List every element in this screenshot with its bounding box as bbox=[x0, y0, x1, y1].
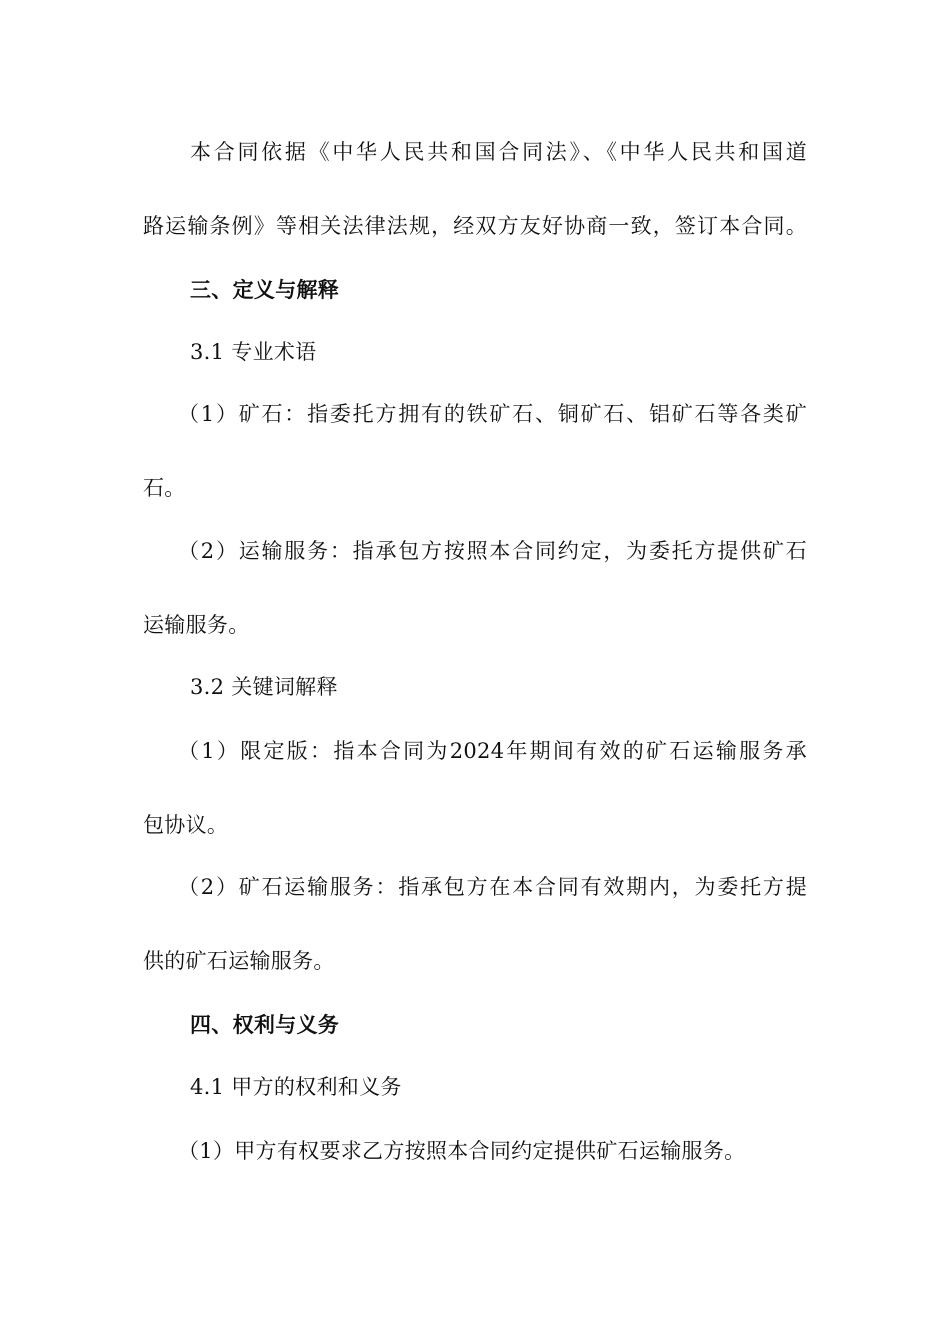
list-item-line: 运输服务。 bbox=[143, 613, 250, 637]
list-item-line: 供的矿石运输服务。 bbox=[143, 949, 335, 973]
list-item-line: （2）矿石运输服务：指承包方在本合同有效期内，为委托方提 bbox=[178, 875, 807, 899]
section-heading-3: 三、定义与解释 bbox=[190, 278, 340, 302]
list-item-line: （1）甲方有权要求乙方按照本合同约定提供矿石运输服务。 bbox=[178, 1139, 746, 1163]
subsection-heading-3-1: 3.1 专业术语 bbox=[190, 340, 317, 364]
list-item-line: （1）矿石：指委托方拥有的铁矿石、铜矿石、铝矿石等各类矿 bbox=[178, 402, 807, 426]
list-item-line: 包协议。 bbox=[143, 813, 229, 837]
body-paragraph-line: 路运输条例》等相关法律法规，经双方友好协商一致，签订本合同。 bbox=[143, 214, 807, 238]
subsection-heading-3-2: 3.2 关键词解释 bbox=[190, 675, 338, 699]
body-paragraph-line: 本合同依据《中华人民共和国合同法》、《中华人民共和国道 bbox=[190, 140, 807, 164]
section-heading-4: 四、权利与义务 bbox=[190, 1013, 340, 1037]
list-item-line: （1）限定版：指本合同为2024年期间有效的矿石运输服务承 bbox=[178, 739, 807, 763]
list-item-line: 石。 bbox=[143, 476, 186, 500]
list-item-line: （2）运输服务：指承包方按照本合同约定，为委托方提供矿石 bbox=[178, 539, 807, 563]
subsection-heading-4-1: 4.1 甲方的权利和义务 bbox=[190, 1075, 402, 1099]
